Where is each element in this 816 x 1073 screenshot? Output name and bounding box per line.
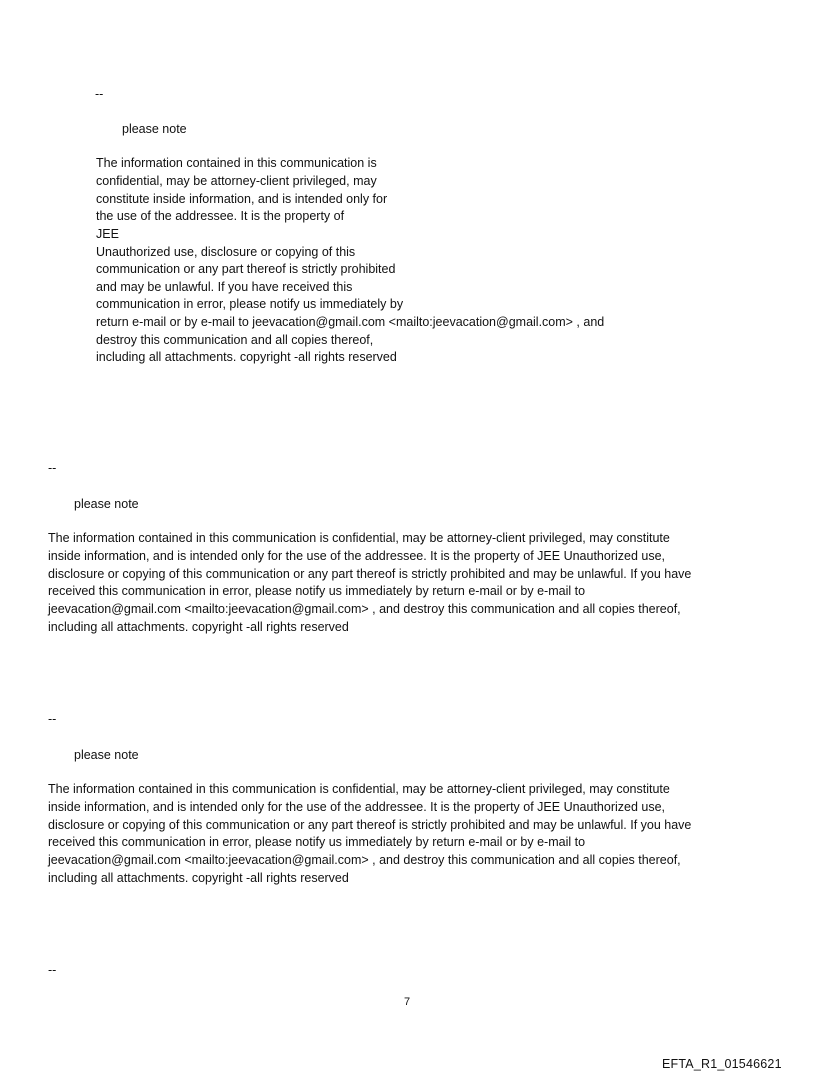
disclaimer-1-line: the use of the addressee. It is the property of (96, 209, 345, 223)
disclaimer-1-line: constitute inside information, and is intended only for (96, 192, 388, 206)
disclaimer-3-line: The information contained in this communication is confidential, may be attorney-client privileged, may constitute (48, 782, 670, 796)
disclaimer-1-line: confidential, may be attorney-client privileged, may (96, 174, 377, 188)
disclaimer-2-line: jeevacation@gmail.com <mailto:jeevacation@gmail.com> , and destroy this communication and all copies thereof, (48, 602, 681, 616)
disclaimer-1-line: Unauthorized use, disclosure or copying of this (96, 245, 356, 259)
disclaimer-3-line: jeevacation@gmail.com <mailto:jeevacation@gmail.com> , and destroy this communication and all copies thereof, (48, 853, 681, 867)
disclaimer-3-line: disclosure or copying of this communication or any part thereof is strictly prohibited and may be unlawful. If you have (48, 818, 692, 832)
document-id: EFTA_R1_01546621 (662, 1057, 782, 1071)
heading-please-note-1: please note (122, 122, 187, 136)
disclaimer-1-line: communication in error, please notify us immediately by (96, 297, 404, 311)
disclaimer-1-line: including all attachments. copyright -all rights reserved (96, 350, 397, 364)
disclaimer-2-line: The information contained in this communication is confidential, may be attorney-client privileged, may constitute (48, 531, 670, 545)
disclaimer-3-line: including all attachments. copyright -all rights reserved (48, 871, 349, 885)
disclaimer-1-line: and may be unlawful. If you have received this (96, 280, 353, 294)
disclaimer-3-line: received this communication in error, please notify us immediately by return e-mail or by e-mail to (48, 835, 586, 849)
disclaimer-1-line: communication or any part thereof is strictly prohibited (96, 262, 396, 276)
disclaimer-1-line: JEE (96, 227, 119, 241)
separator-1: -- (95, 87, 104, 101)
disclaimer-1-line: return e-mail or by e-mail to jeevacation@gmail.com <mailto:jeevacation@gmail.com> , and (96, 315, 605, 329)
separator-4: -- (48, 963, 57, 977)
heading-please-note-2: please note (74, 497, 139, 511)
disclaimer-1-line: destroy this communication and all copies thereof, (96, 333, 374, 347)
separator-3: -- (48, 712, 57, 726)
disclaimer-2-line: inside information, and is intended only for the use of the addressee. It is the property of JEE Unauthorized use, (48, 549, 666, 563)
disclaimer-2-line: including all attachments. copyright -all rights reserved (48, 620, 349, 634)
disclaimer-3-line: inside information, and is intended only for the use of the addressee. It is the property of JEE Unauthorized use, (48, 800, 666, 814)
separator-2: -- (48, 461, 57, 475)
disclaimer-2-line: received this communication in error, please notify us immediately by return e-mail or by e-mail to (48, 584, 586, 598)
disclaimer-1-line: The information contained in this communication is (96, 156, 377, 170)
heading-please-note-3: please note (74, 748, 139, 762)
disclaimer-2-line: disclosure or copying of this communication or any part thereof is strictly prohibited and may be unlawful. If you have (48, 567, 692, 581)
page-number: 7 (404, 996, 411, 1008)
